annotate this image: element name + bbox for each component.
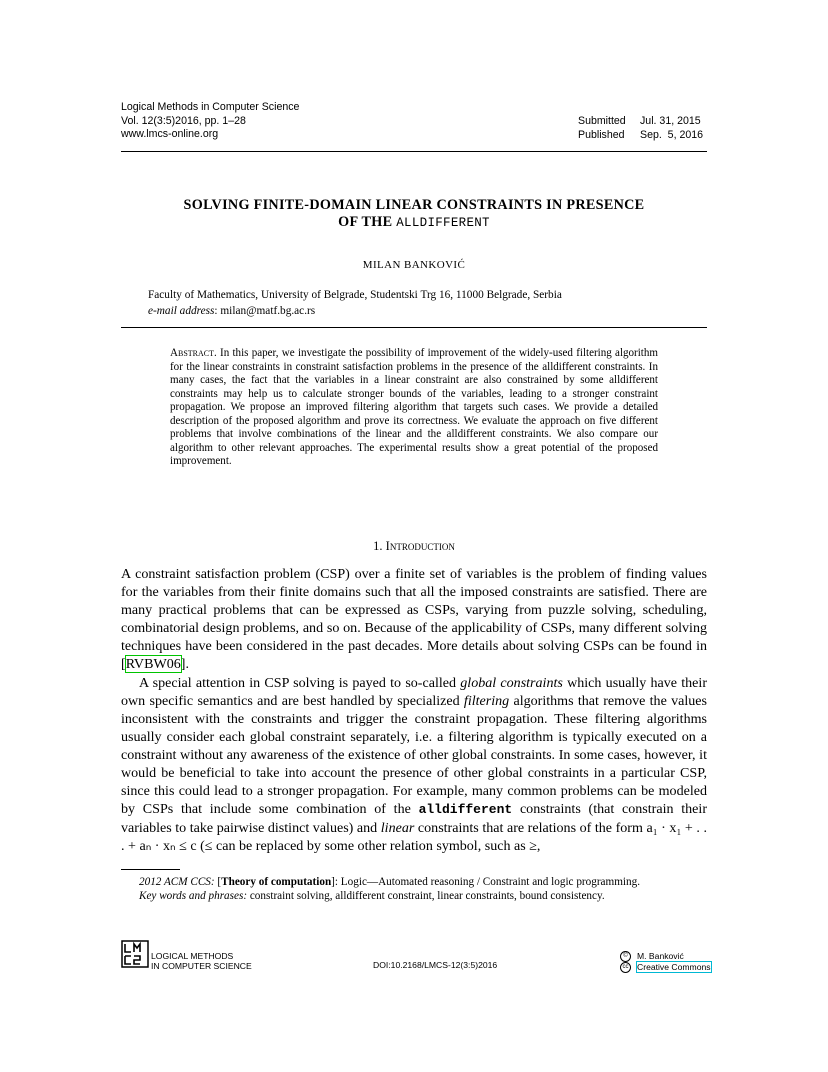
lmcs-logo-text bbox=[151, 952, 252, 971]
journal-header bbox=[121, 101, 299, 142]
p2-text-b: which usually have their own specific semantics and are best handled by specialized bbox=[121, 674, 707, 709]
affiliation-address: Faculty of Mathematics, University of Belgrade, Studentski Trg 16, 11000 Belgrade, Serbia bbox=[148, 289, 562, 301]
lmcs-logo-icon bbox=[121, 940, 149, 968]
creative-commons-icon: cc bbox=[620, 962, 631, 973]
email-address[interactable]: milan@matf.bg.ac.rs bbox=[220, 304, 316, 317]
journal-website: www.lmcs-online.org bbox=[121, 128, 219, 141]
doi[interactable]: DOI:10.2168/LMCS-12(3:5)2016 bbox=[373, 960, 498, 970]
logo-line-2: IN COMPUTER SCIENCE bbox=[151, 960, 252, 971]
logo-line-1: LOGICAL METHODS bbox=[151, 951, 234, 961]
keywords-label: Key words and phrases: bbox=[139, 890, 248, 903]
p2-text-a: A special attention in CSP solving is payed to so-called bbox=[139, 674, 461, 691]
creative-commons-link[interactable]: Creative Commons bbox=[637, 962, 711, 973]
p2-emphasis-global: global constraints bbox=[460, 674, 563, 691]
affiliation-rule bbox=[121, 327, 707, 328]
paper-title bbox=[121, 197, 707, 232]
title-line-2-prefix: OF THE bbox=[338, 214, 393, 230]
section-number: 1. bbox=[373, 539, 383, 553]
ccs-footnote: 2012 ACM CCS: [Theory of computation]: Logic—Automated reasoning / Constraint and logic programming. bbox=[139, 876, 641, 888]
copyright-holder: M. Banković bbox=[637, 951, 684, 961]
copyright-icon: © bbox=[620, 951, 631, 962]
ccs-text: : Logic—Automated reasoning / Constraint and logic programming. bbox=[334, 876, 641, 888]
p1-end: . bbox=[185, 656, 189, 673]
footnote-rule bbox=[121, 869, 180, 870]
p2-emphasis-filtering: filtering bbox=[463, 692, 510, 709]
author-name: MILAN BANKOVIĆ bbox=[362, 259, 466, 271]
keywords-footnote bbox=[121, 889, 707, 903]
ccs-label: 2012 ACM CCS: bbox=[139, 876, 215, 888]
p1-text: A constraint satisfaction problem (CSP) over a finite set of variables is the problem of finding values for the variables from their finite domains such that all the imposed constraints are satisfied. There are many practical problems that can be expressed as CSPs, varying from puzzle solving, scheduling, combinatorial design problems, and so on. Because of the applicability of CSPs, many different solving techniques have been considered in the past decades. More details about solving CSPs can be found in bbox=[121, 566, 707, 655]
footnotes bbox=[121, 875, 707, 904]
section-heading bbox=[121, 539, 707, 554]
p2-text-c: algorithms that remove the values inconsistent with the constraints and trigger the constraint propagation. These filtering algorithms usually consider each global constraint separately, i.e. a filtering algorithm is typically executed on a constraint without any awareness of the existence of other global constraints. In some cases, however, it would be beneficial to take into account the presence of other global constraints in a particular CSP, since this could lead to a stronger propagation. For example, many common problems can be modeled by CSPs that include some combination of the bbox=[121, 692, 707, 818]
journal-name: Logical Methods in Computer Science bbox=[121, 101, 300, 113]
abstract bbox=[170, 347, 658, 469]
title-line-2 bbox=[121, 214, 707, 232]
abstract-label: Abstract. bbox=[170, 347, 217, 359]
section-title: Introduction bbox=[385, 539, 455, 553]
citation-link[interactable]: RVBW06 bbox=[125, 656, 181, 673]
published-label: Published bbox=[578, 128, 625, 141]
affiliation: Faculty of Mathematics, University of Belgrade, Studentski Trg 16, 11000 Belgrade, Serbia e-mail address: milan@matf.bg.ac.rs bbox=[148, 289, 562, 317]
ccs-category: Theory of computation bbox=[221, 876, 332, 888]
p2-alldifferent: alldifferent bbox=[418, 802, 513, 818]
header-rule bbox=[121, 151, 707, 152]
p2-text-e: constraints that are relations of the form a₁ · x₁ + . . . + aₙ · xₙ ≤ c (≤ can be replaced by some other relation symbol, such as ≥, bbox=[121, 820, 707, 855]
email-label: e-mail address bbox=[148, 304, 215, 317]
dates-header bbox=[578, 115, 703, 142]
license-block bbox=[620, 951, 711, 973]
body-text bbox=[121, 565, 707, 856]
submitted-date: Jul. 31, 2015 bbox=[640, 115, 701, 127]
title-alldifferent: ALLDIFFERENT bbox=[396, 216, 490, 230]
journal-volume: Vol. 12(3:5)2016, pp. 1–28 bbox=[121, 114, 246, 127]
title-line-1: SOLVING FINITE-DOMAIN LINEAR CONSTRAINTS IN PRESENCE bbox=[183, 197, 645, 213]
abstract-text: In this paper, we investigate the possibility of improvement of the widely-used filtering algorithm for the linear constraints in constraint satisfaction problems in the presence of the alldifferent constraints. In many cases, the fact that the variables in a linear constraint are also constrained by some alldifferent constraints may help us to calculate stronger bounds of the variables, leading to a stronger constraint propagation. We propose an improved filtering algorithm that targets such cases. We provide a detailed description of the proposed algorithm and prove its correctness. We evaluate the approach on five different problems that involve combinations of the linear and the alldifferent constraints. We also compare our algorithm to other relevant approaches. The experimental results show a great potential of the proposed improvement. bbox=[170, 347, 658, 468]
paragraph-2 bbox=[121, 674, 707, 856]
published-date: Sep. 5, 2016 bbox=[640, 128, 704, 141]
p2-emphasis-linear: linear bbox=[380, 820, 415, 837]
keywords-text: constraint solving, alldifferent constraint, linear constraints, bound consistency. bbox=[249, 890, 605, 903]
p2-text-d: constraints (that constrain their variables to take pairwise distinct values) and bbox=[121, 801, 707, 837]
paragraph-1: A constraint satisfaction problem (CSP) over a finite set of variables is the problem of finding values for the variables from their finite domains such that all the imposed constraints are satisfied. There are many practical problems that can be expressed as CSPs, varying from puzzle solving, scheduling, combinatorial design problems, and so on. Because of the applicability of CSPs, many different solving techniques have been considered in the past decades. More details about solving CSPs can be found in [RVBW06]. bbox=[121, 566, 707, 673]
submitted-label: Submitted bbox=[578, 115, 626, 127]
